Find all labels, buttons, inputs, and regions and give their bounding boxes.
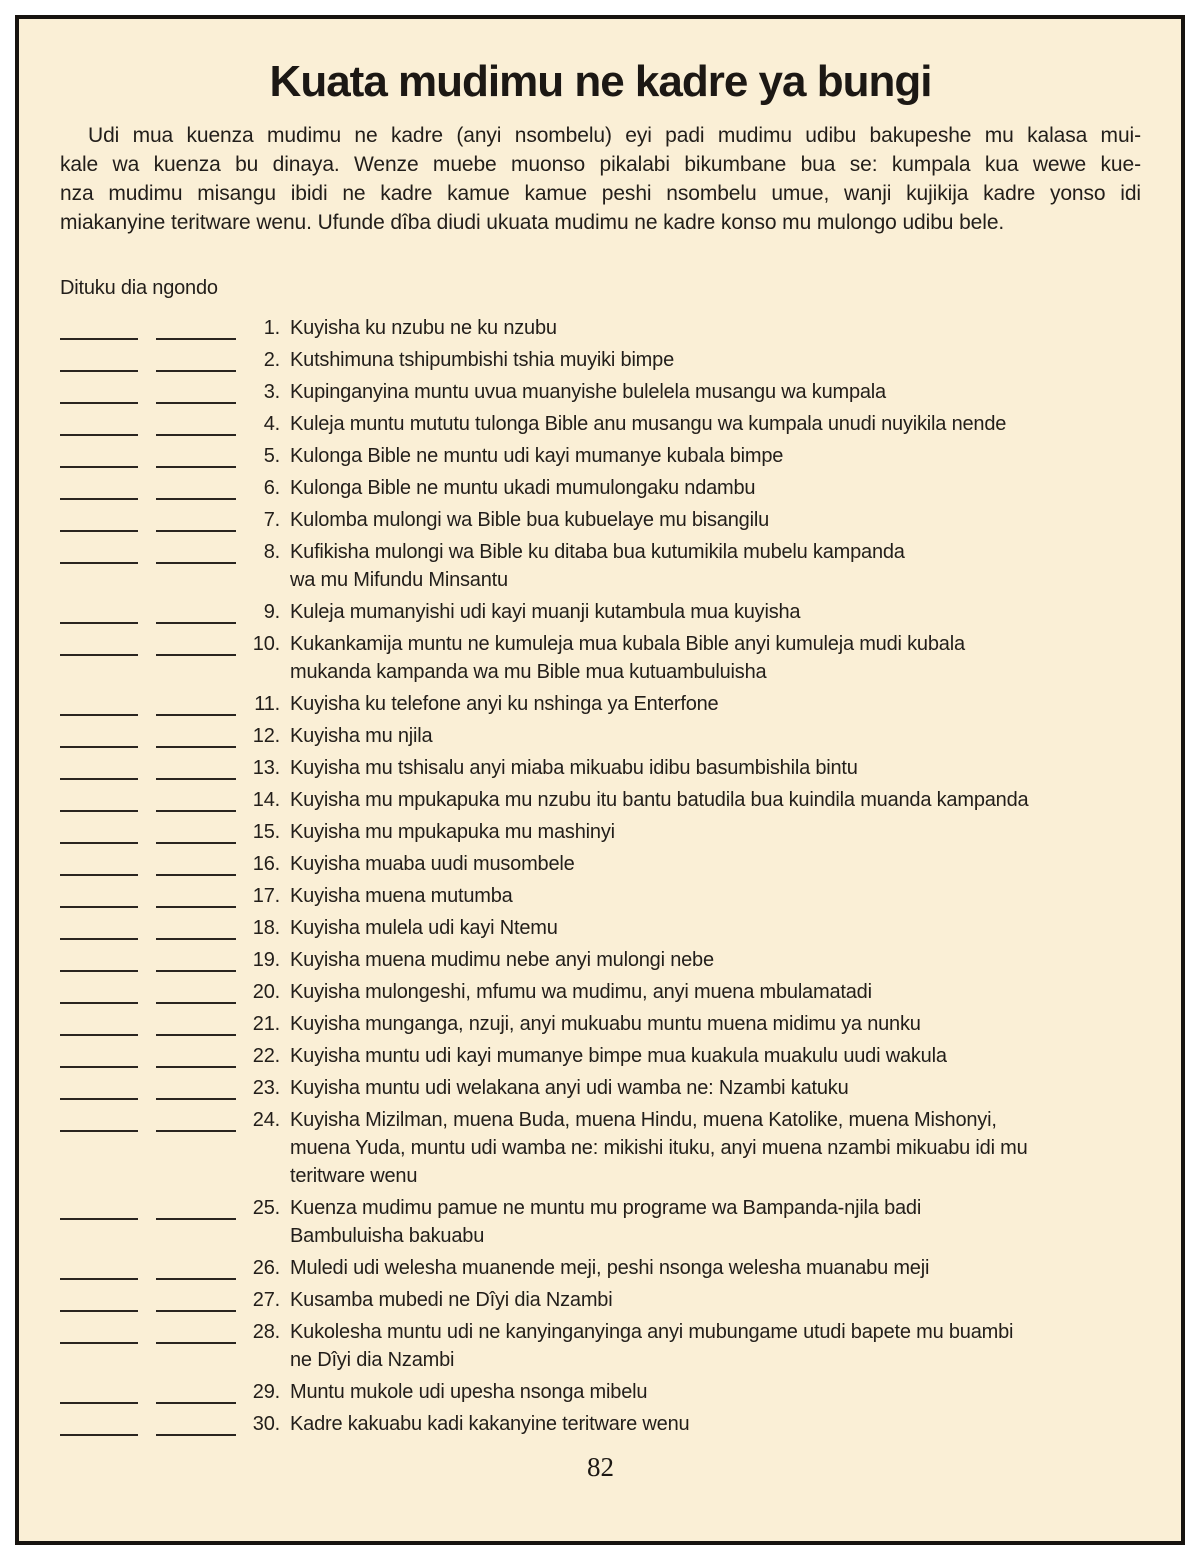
item-text-line: Kuleja muntu mututu tulonga Bible anu musangu wa kumpala unudi nuyikila nende bbox=[290, 413, 1007, 435]
item-text-line: Kukankamija muntu ne kumuleja mua kubala Bible anyi kumuleja mudi kubala bbox=[290, 633, 965, 655]
item-text bbox=[290, 346, 1141, 374]
item-text bbox=[290, 1318, 1141, 1374]
date-blank-line-1 bbox=[60, 1286, 138, 1312]
date-blank-line-1 bbox=[60, 914, 138, 940]
date-blank-line-2 bbox=[156, 1106, 236, 1132]
item-text bbox=[290, 722, 1141, 750]
intro-line: nza mudimu misangu ibidi ne kadre kamue kamue peshi nsombelu umue, wanji kujikija kadre yonso idi bbox=[60, 182, 1141, 205]
intro-paragraph bbox=[60, 121, 1141, 237]
item-text bbox=[290, 1106, 1141, 1190]
list-item bbox=[60, 410, 1141, 438]
date-blank-line-2 bbox=[156, 1010, 236, 1036]
date-blank-line-2 bbox=[156, 1318, 236, 1344]
date-blank-line-2 bbox=[156, 474, 236, 500]
item-number: 10. bbox=[252, 633, 280, 655]
item-number: 15. bbox=[252, 821, 280, 843]
item-number: 13. bbox=[252, 757, 280, 779]
list-item bbox=[60, 538, 1141, 594]
date-blank-line-2 bbox=[156, 946, 236, 972]
item-number: 22. bbox=[252, 1045, 280, 1067]
date-blank-line-2 bbox=[156, 410, 236, 436]
item-text bbox=[290, 1254, 1141, 1282]
date-blank-line-1 bbox=[60, 630, 138, 656]
item-number: 29. bbox=[252, 1381, 280, 1403]
item-text-line: Bambuluisha bakuabu bbox=[290, 1225, 485, 1247]
item-text-line: Kuyisha muaba uudi musombele bbox=[290, 853, 575, 875]
list-item bbox=[60, 722, 1141, 750]
item-text-line: teritware wenu bbox=[290, 1165, 418, 1187]
list-item bbox=[60, 754, 1141, 782]
date-blank-line-2 bbox=[156, 346, 236, 372]
list-item bbox=[60, 1410, 1141, 1438]
date-blank-line-1 bbox=[60, 598, 138, 624]
list-item bbox=[60, 850, 1141, 878]
item-text-line: Kukolesha muntu udi ne kanyinganyinga anyi mubungame utudi bapete mu buambi bbox=[290, 1321, 1014, 1343]
list-item bbox=[60, 1194, 1141, 1250]
list-column-label: Dituku dia ngondo bbox=[60, 277, 218, 299]
item-number: 30. bbox=[252, 1413, 280, 1435]
date-blank-line-1 bbox=[60, 1318, 138, 1344]
item-number: 26. bbox=[252, 1257, 280, 1279]
date-blank-line-2 bbox=[156, 978, 236, 1004]
item-number: 9. bbox=[263, 601, 280, 623]
item-text bbox=[290, 474, 1141, 502]
list-item bbox=[60, 378, 1141, 406]
item-text-line: Kuyisha mu mpukapuka mu mashinyi bbox=[290, 821, 615, 843]
item-number: 24. bbox=[252, 1109, 280, 1131]
date-blank-line-2 bbox=[156, 1194, 236, 1220]
item-text-line: wa mu Mifundu Minsantu bbox=[290, 569, 508, 591]
date-blank-line-1 bbox=[60, 1254, 138, 1280]
list-item bbox=[60, 346, 1141, 374]
item-number: 18. bbox=[252, 917, 280, 939]
item-text bbox=[290, 690, 1141, 718]
date-blank-line-1 bbox=[60, 1010, 138, 1036]
list-item bbox=[60, 1074, 1141, 1102]
list-item bbox=[60, 882, 1141, 910]
item-text-line: Kuyisha muena mudimu nebe anyi mulongi nebe bbox=[290, 949, 714, 971]
item-text-line: Kusamba mubedi ne Dîyi dia Nzambi bbox=[290, 1289, 613, 1311]
item-text bbox=[290, 850, 1141, 878]
item-text-line: Kuyisha ku telefone anyi ku nshinga ya Enterfone bbox=[290, 693, 719, 715]
date-blank-line-2 bbox=[156, 1286, 236, 1312]
item-number: 16. bbox=[252, 853, 280, 875]
item-text bbox=[290, 378, 1141, 406]
item-number: 17. bbox=[252, 885, 280, 907]
date-blank-line-2 bbox=[156, 1254, 236, 1280]
item-number: 8. bbox=[263, 541, 280, 563]
date-blank-line-1 bbox=[60, 442, 138, 468]
item-text-line: mukanda kampanda wa mu Bible mua kutuambuluisha bbox=[290, 661, 767, 683]
item-number: 14. bbox=[252, 789, 280, 811]
date-blank-line-1 bbox=[60, 538, 138, 564]
intro-line: kale wa kuenza bu dinaya. Wenze muebe muonso pikalabi bikumbane bua se: kumpala kua wewe kue- bbox=[60, 153, 1141, 176]
item-text bbox=[290, 1074, 1141, 1102]
item-text bbox=[290, 506, 1141, 534]
item-number: 21. bbox=[252, 1013, 280, 1035]
item-number: 27. bbox=[252, 1289, 280, 1311]
item-number: 19. bbox=[252, 949, 280, 971]
item-number: 2. bbox=[263, 349, 280, 371]
date-blank-line-2 bbox=[156, 882, 236, 908]
item-text bbox=[290, 882, 1141, 910]
item-text bbox=[290, 914, 1141, 942]
item-number: 28. bbox=[252, 1321, 280, 1343]
item-number: 4. bbox=[263, 413, 280, 435]
item-text bbox=[290, 538, 1141, 594]
date-blank-line-2 bbox=[156, 1042, 236, 1068]
list-item bbox=[60, 1378, 1141, 1406]
list-item bbox=[60, 1010, 1141, 1038]
item-text bbox=[290, 818, 1141, 846]
date-blank-line-1 bbox=[60, 1410, 138, 1436]
date-blank-line-2 bbox=[156, 850, 236, 876]
item-number: 6. bbox=[263, 477, 280, 499]
item-number: 1. bbox=[263, 317, 280, 339]
list-item bbox=[60, 442, 1141, 470]
item-text-line: Kufikisha mulongi wa Bible ku ditaba bua kutumikila mubelu kampanda bbox=[290, 541, 905, 563]
item-text-line: Muntu mukole udi upesha nsonga mibelu bbox=[290, 1381, 648, 1403]
item-number: 20. bbox=[252, 981, 280, 1003]
date-blank-line-2 bbox=[156, 442, 236, 468]
list-item bbox=[60, 690, 1141, 718]
date-blank-line-1 bbox=[60, 1074, 138, 1100]
list-item bbox=[60, 474, 1141, 502]
item-text bbox=[290, 442, 1141, 470]
date-blank-line-1 bbox=[60, 818, 138, 844]
item-number: 25. bbox=[252, 1197, 280, 1219]
date-blank-line-1 bbox=[60, 314, 138, 340]
list-item bbox=[60, 1106, 1141, 1190]
item-number: 23. bbox=[252, 1077, 280, 1099]
item-number: 5. bbox=[263, 445, 280, 467]
list-item bbox=[60, 978, 1141, 1006]
item-text-line: Kuyisha muntu udi welakana anyi udi wamba ne: Nzambi katuku bbox=[290, 1077, 849, 1099]
date-blank-line-1 bbox=[60, 690, 138, 716]
date-blank-line-1 bbox=[60, 474, 138, 500]
date-blank-line-1 bbox=[60, 410, 138, 436]
date-blank-line-2 bbox=[156, 786, 236, 812]
list-item bbox=[60, 786, 1141, 814]
date-blank-line-1 bbox=[60, 1042, 138, 1068]
date-blank-line-1 bbox=[60, 850, 138, 876]
item-text bbox=[290, 1194, 1141, 1250]
item-text-line: Kuyisha munganga, nzuji, anyi mukuabu muntu muena midimu ya nunku bbox=[290, 1013, 921, 1035]
date-blank-line-1 bbox=[60, 506, 138, 532]
date-blank-line-1 bbox=[60, 378, 138, 404]
list-item bbox=[60, 946, 1141, 974]
item-text-line: Kuyisha mu mpukapuka mu nzubu itu bantu batudila bua kuindila muanda kampanda bbox=[290, 789, 1029, 811]
intro-line: Udi mua kuenza mudimu ne kadre (anyi nsombelu) eyi padi mudimu udibu bakupeshe mu kalasa mui- bbox=[88, 124, 1141, 147]
date-blank-line-2 bbox=[156, 378, 236, 404]
item-text-line: Kupinganyina muntu uvua muanyishe bulelela musangu wa kumpala bbox=[290, 381, 886, 403]
date-blank-line-1 bbox=[60, 722, 138, 748]
date-blank-line-2 bbox=[156, 314, 236, 340]
date-blank-line-1 bbox=[60, 1378, 138, 1404]
date-blank-line-2 bbox=[156, 914, 236, 940]
list-item bbox=[60, 818, 1141, 846]
item-text-line: Kuyisha muntu udi kayi mumanye bimpe mua kuakula muakulu uudi wakula bbox=[290, 1045, 947, 1067]
item-text-line: Kulomba mulongi wa Bible bua kubuelaye mu bisangilu bbox=[290, 509, 769, 531]
item-text bbox=[290, 314, 1141, 342]
list-item bbox=[60, 630, 1141, 686]
item-text bbox=[290, 1410, 1141, 1438]
item-text-line: Kuenza mudimu pamue ne muntu mu programe wa Bampanda-njila badi bbox=[290, 1197, 922, 1219]
page-number: 82 bbox=[587, 1452, 614, 1482]
date-blank-line-2 bbox=[156, 506, 236, 532]
worksheet-page bbox=[15, 15, 1185, 1545]
item-number: 11. bbox=[254, 693, 280, 715]
item-text-line: Kuyisha mulela udi kayi Ntemu bbox=[290, 917, 558, 939]
assignments-list bbox=[60, 314, 1141, 1438]
item-text bbox=[290, 946, 1141, 974]
item-text-line: Kuyisha muena mutumba bbox=[290, 885, 513, 907]
item-text-line: Kutshimuna tshipumbishi tshia muyiki bimpe bbox=[290, 349, 674, 371]
date-blank-line-2 bbox=[156, 722, 236, 748]
date-blank-line-2 bbox=[156, 690, 236, 716]
list-item bbox=[60, 598, 1141, 626]
list-item bbox=[60, 1042, 1141, 1070]
item-text bbox=[290, 754, 1141, 782]
list-item bbox=[60, 506, 1141, 534]
list-item bbox=[60, 1254, 1141, 1282]
item-text bbox=[290, 410, 1141, 438]
item-text bbox=[290, 1010, 1141, 1038]
date-blank-line-1 bbox=[60, 1106, 138, 1132]
list-item bbox=[60, 914, 1141, 942]
item-text-line: Kuyisha Mizilman, muena Buda, muena Hindu, muena Katolike, muena Mishonyi, bbox=[290, 1109, 997, 1131]
date-blank-line-2 bbox=[156, 1074, 236, 1100]
date-blank-line-1 bbox=[60, 978, 138, 1004]
date-blank-line-1 bbox=[60, 786, 138, 812]
date-blank-line-2 bbox=[156, 538, 236, 564]
list-item bbox=[60, 1318, 1141, 1374]
item-text-line: muena Yuda, muntu udi wamba ne: mikishi ituku, anyi muena nzambi mikuabu idi mu bbox=[290, 1137, 1028, 1159]
item-text-line: Kuyisha ku nzubu ne ku nzubu bbox=[290, 317, 557, 339]
date-blank-line-2 bbox=[156, 630, 236, 656]
list-item bbox=[60, 314, 1141, 342]
date-blank-line-2 bbox=[156, 1378, 236, 1404]
item-text-line: ne Dîyi dia Nzambi bbox=[290, 1349, 455, 1371]
date-blank-line-1 bbox=[60, 882, 138, 908]
date-blank-line-1 bbox=[60, 1194, 138, 1220]
item-text bbox=[290, 1378, 1141, 1406]
item-number: 12. bbox=[252, 725, 280, 747]
item-text bbox=[290, 598, 1141, 626]
page-title: Kuata mudimu ne kadre ya bungi bbox=[269, 57, 932, 106]
item-text-line: Kuyisha mulongeshi, mfumu wa mudimu, anyi muena mbulamatadi bbox=[290, 981, 872, 1003]
item-text-line: Kuleja mumanyishi udi kayi muanji kutambula mua kuyisha bbox=[290, 601, 801, 623]
date-blank-line-2 bbox=[156, 1410, 236, 1436]
item-number: 7. bbox=[263, 509, 280, 531]
date-blank-line-2 bbox=[156, 818, 236, 844]
item-text-line: Kuyisha mu njila bbox=[290, 725, 433, 747]
date-blank-line-2 bbox=[156, 754, 236, 780]
list-item bbox=[60, 1286, 1141, 1314]
item-text bbox=[290, 978, 1141, 1006]
item-text-line: Kulonga Bible ne muntu udi kayi mumanye kubala bimpe bbox=[290, 445, 784, 467]
date-blank-line-1 bbox=[60, 346, 138, 372]
date-blank-line-1 bbox=[60, 754, 138, 780]
item-text-line: Kadre kakuabu kadi kakanyine teritware wenu bbox=[290, 1413, 690, 1435]
date-blank-line-2 bbox=[156, 598, 236, 624]
item-text bbox=[290, 1042, 1141, 1070]
item-number: 3. bbox=[263, 381, 280, 403]
item-text-line: Kuyisha mu tshisalu anyi miaba mikuabu idibu basumbishila bintu bbox=[290, 757, 858, 779]
item-text bbox=[290, 1286, 1141, 1314]
date-blank-line-1 bbox=[60, 946, 138, 972]
item-text-line: Kulonga Bible ne muntu ukadi mumulongaku ndambu bbox=[290, 477, 756, 499]
intro-line: miakanyine teritware wenu. Ufunde dîba diudi ukuata mudimu ne kadre konso mu mulongo udibu bele. bbox=[60, 211, 1005, 234]
item-text bbox=[290, 786, 1141, 814]
item-text bbox=[290, 630, 1141, 686]
item-text-line: Muledi udi welesha muanende meji, peshi nsonga welesha muanabu meji bbox=[290, 1257, 930, 1279]
